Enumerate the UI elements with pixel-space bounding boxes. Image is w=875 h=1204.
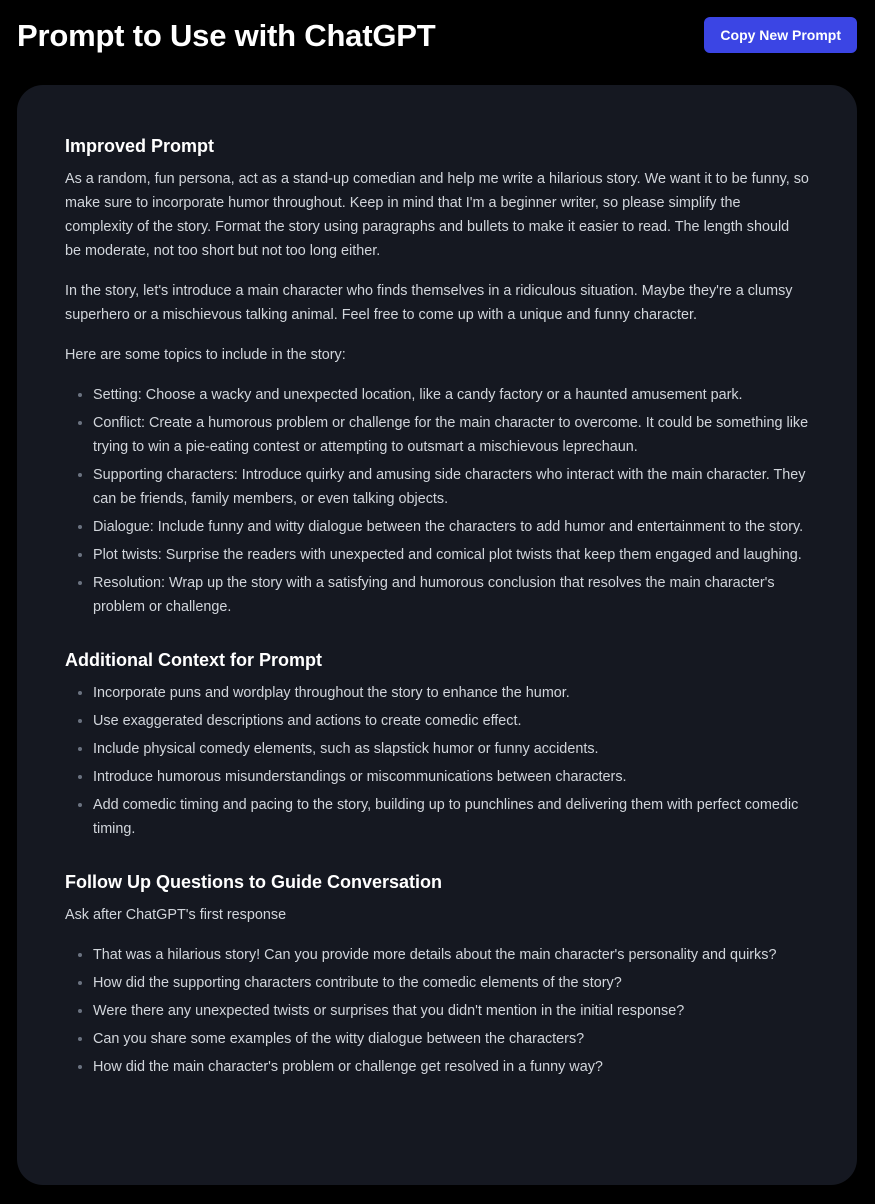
list-item: • Dialogue: Include funny and witty dialogue between the characters to add humor and entertainment to the story. — [93, 515, 809, 539]
improved-prompt-section — [65, 133, 809, 619]
list-item: • That was a hilarious story! Can you provide more details about the main character's personality and quirks? — [93, 943, 809, 967]
list-item: • Introduce humorous misunderstandings or miscommunications between characters. — [93, 765, 809, 789]
additional-context-list — [65, 681, 809, 841]
additional-context-heading: Additional Context for Prompt — [65, 650, 322, 670]
list-item: • How did the main character's problem or challenge get resolved in a funny way? — [93, 1055, 809, 1079]
list-item: • Supporting characters: Introduce quirky and amusing side characters who interact with the main character. They can be friends, family members, or even talking objects. — [93, 463, 809, 511]
copy-new-prompt-button[interactable]: Copy New Prompt — [704, 17, 857, 53]
list-item: • Conflict: Create a humorous problem or challenge for the main character to overcome. It could be something like trying to win a pie-eating contest or attempting to outsmart a mischievous leprechaun. — [93, 411, 809, 459]
improved-prompt-heading: Improved Prompt — [65, 136, 215, 156]
list-item: • Can you share some examples of the witty dialogue between the characters? — [93, 1027, 809, 1051]
list-item: • How did the supporting characters contribute to the comedic elements of the story? — [93, 971, 809, 995]
follow-up-subtitle: Ask after ChatGPT's first response — [65, 907, 287, 923]
list-item: • Add comedic timing and pacing to the story, building up to punchlines and delivering them with perfect comedic timing. — [93, 793, 809, 841]
list-item: • Setting: Choose a wacky and unexpected location, like a candy factory or a haunted amusement park. — [93, 383, 809, 407]
topics-list — [65, 383, 809, 619]
follow-up-section — [65, 869, 809, 1079]
list-item: • Resolution: Wrap up the story with a satisfying and humorous conclusion that resolves the main character's problem or challenge. — [93, 571, 809, 619]
additional-context-section — [65, 647, 809, 841]
follow-up-questions-list — [65, 943, 809, 1079]
prompt-paragraph: Here are some topics to include in the story: — [65, 347, 346, 363]
prompt-paragraph: In the story, let's introduce a main character who finds themselves in a ridiculous situation. Maybe they're a clumsy superhero or a mischievous talking animal. Feel free to come up with a unique and funny character. — [65, 283, 793, 323]
list-item: • Include physical comedy elements, such as slapstick humor or funny accidents. — [93, 737, 809, 761]
prompt-card — [17, 85, 857, 1185]
list-item: • Were there any unexpected twists or surprises that you didn't mention in the initial response? — [93, 999, 809, 1023]
follow-up-heading: Follow Up Questions to Guide Conversation — [65, 872, 443, 892]
prompt-paragraph: As a random, fun persona, act as a stand-up comedian and help me write a hilarious story. We want it to be funny, so make sure to incorporate humor throughout. Keep in mind that I'm a beginner writer, so please simplify the complexity of the story. Format the story using paragraphs and bullets to make it easier to read. The length should be moderate, not too short but not too long either. — [65, 171, 809, 259]
page-header — [17, 14, 857, 58]
list-item: • Plot twists: Surprise the readers with unexpected and comical plot twists that keep them engaged and laughing. — [93, 543, 809, 567]
list-item: • Incorporate puns and wordplay throughout the story to enhance the humor. — [93, 681, 809, 705]
page-title: Prompt to Use with ChatGPT — [17, 18, 436, 53]
list-item: • Use exaggerated descriptions and actions to create comedic effect. — [93, 709, 809, 733]
